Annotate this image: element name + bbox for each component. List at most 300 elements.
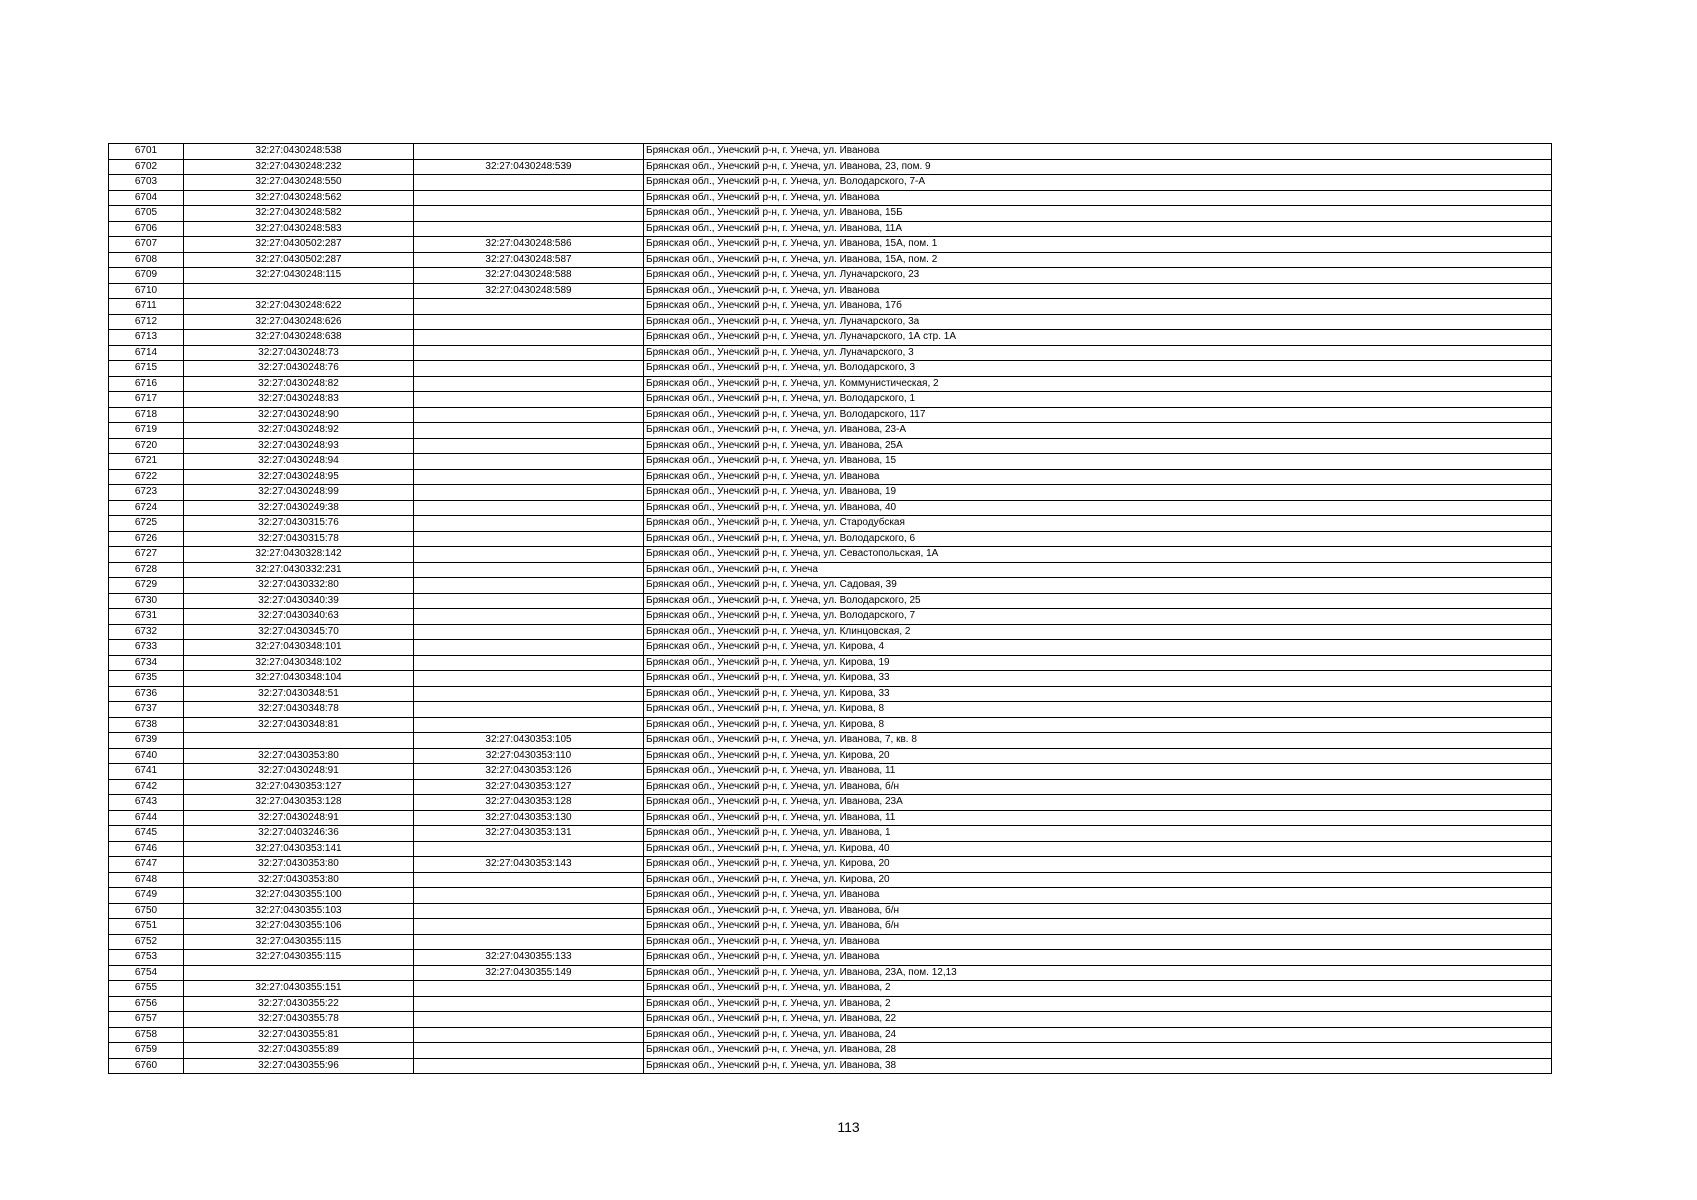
table-row [109, 640, 1552, 656]
table-row [109, 996, 1552, 1012]
address-cell: Брянская обл., Унечский р-н, г. Унеча, ул. Кирова, 19 [644, 655, 1552, 671]
row-number-cell: 6755 [109, 981, 184, 997]
cadastral-number-cell: 32:27:0430353:127 [184, 779, 414, 795]
cadastral-number-cell: 32:27:0430248:538 [184, 144, 414, 160]
address-cell: Брянская обл., Унечский р-н, г. Унеча, ул. Иванова, 1 [644, 826, 1552, 842]
sub-cadastral-number-cell [414, 376, 644, 392]
row-number-cell: 6735 [109, 671, 184, 687]
cadastral-number-cell: 32:27:0430355:103 [184, 903, 414, 919]
address-cell: Брянская обл., Унечский р-н, г. Унеча, ул. Кирова, 20 [644, 748, 1552, 764]
sub-cadastral-number-cell [414, 996, 644, 1012]
cadastral-number-cell: 32:27:0430353:128 [184, 795, 414, 811]
table-row [109, 810, 1552, 826]
cadastral-number-cell: 32:27:0430248:90 [184, 407, 414, 423]
cadastral-number-cell: 32:27:0430248:95 [184, 469, 414, 485]
sub-cadastral-number-cell: 32:27:0430248:586 [414, 237, 644, 253]
sub-cadastral-number-cell: 32:27:0430353:110 [414, 748, 644, 764]
address-cell: Брянская обл., Унечский р-н, г. Унеча, ул. Иванова, 23А [644, 795, 1552, 811]
address-cell: Брянская обл., Унечский р-н, г. Унеча, ул. Иванова, 15 [644, 454, 1552, 470]
table-row [109, 857, 1552, 873]
address-cell: Брянская обл., Унечский р-н, г. Унеча, ул. Клинцовская, 2 [644, 624, 1552, 640]
table-row [109, 392, 1552, 408]
row-number-cell: 6720 [109, 438, 184, 454]
table-row [109, 531, 1552, 547]
cadastral-number-cell: 32:27:0430502:287 [184, 237, 414, 253]
row-number-cell: 6711 [109, 299, 184, 315]
cadastral-number-cell: 32:27:0430248:93 [184, 438, 414, 454]
row-number-cell: 6740 [109, 748, 184, 764]
row-number-cell: 6748 [109, 872, 184, 888]
sub-cadastral-number-cell [414, 919, 644, 935]
sub-cadastral-number-cell [414, 547, 644, 563]
row-number-cell: 6747 [109, 857, 184, 873]
table-row [109, 469, 1552, 485]
address-cell: Брянская обл., Унечский р-н, г. Унеча, ул. Иванова [644, 469, 1552, 485]
cadastral-number-cell: 32:27:0430353:80 [184, 872, 414, 888]
address-cell: Брянская обл., Унечский р-н, г. Унеча, ул. Володарского, 7 [644, 609, 1552, 625]
sub-cadastral-number-cell [414, 1043, 644, 1059]
sub-cadastral-number-cell [414, 841, 644, 857]
sub-cadastral-number-cell [414, 221, 644, 237]
address-cell: Брянская обл., Унечский р-н, г. Унеча, ул. Иванова [644, 144, 1552, 160]
sub-cadastral-number-cell [414, 593, 644, 609]
table-row [109, 237, 1552, 253]
address-cell: Брянская обл., Унечский р-н, г. Унеча, ул. Иванова, 11 [644, 810, 1552, 826]
row-number-cell: 6741 [109, 764, 184, 780]
row-number-cell: 6745 [109, 826, 184, 842]
table-row [109, 314, 1552, 330]
row-number-cell: 6756 [109, 996, 184, 1012]
sub-cadastral-number-cell [414, 1012, 644, 1028]
table-row [109, 252, 1552, 268]
row-number-cell: 6734 [109, 655, 184, 671]
row-number-cell: 6715 [109, 361, 184, 377]
table-row [109, 919, 1552, 935]
cadastral-number-cell: 32:27:0430248:562 [184, 190, 414, 206]
address-cell: Брянская обл., Унечский р-н, г. Унеча, ул. Иванова [644, 888, 1552, 904]
table-row [109, 1012, 1552, 1028]
table-row [109, 903, 1552, 919]
row-number-cell: 6703 [109, 175, 184, 191]
address-cell: Брянская обл., Унечский р-н, г. Унеча, ул. Севастопольская, 1А [644, 547, 1552, 563]
address-cell: Брянская обл., Унечский р-н, г. Унеча, ул. Кирова, 4 [644, 640, 1552, 656]
address-cell: Брянская обл., Унечский р-н, г. Унеча, ул. Иванова, 11 [644, 764, 1552, 780]
row-number-cell: 6712 [109, 314, 184, 330]
sub-cadastral-number-cell [414, 717, 644, 733]
row-number-cell: 6716 [109, 376, 184, 392]
table-row [109, 268, 1552, 284]
cadastral-number-cell: 32:27:0430340:39 [184, 593, 414, 609]
sub-cadastral-number-cell: 32:27:0430248:589 [414, 283, 644, 299]
address-cell: Брянская обл., Унечский р-н, г. Унеча, ул. Кирова, 8 [644, 717, 1552, 733]
address-cell: Брянская обл., Унечский р-н, г. Унеча, ул. Луначарского, 3а [644, 314, 1552, 330]
row-number-cell: 6757 [109, 1012, 184, 1028]
sub-cadastral-number-cell [414, 469, 644, 485]
table-row [109, 578, 1552, 594]
cadastral-number-cell: 32:27:0430340:63 [184, 609, 414, 625]
cadastral-number-cell: 32:27:0430248:622 [184, 299, 414, 315]
row-number-cell: 6750 [109, 903, 184, 919]
address-cell: Брянская обл., Унечский р-н, г. Унеча, ул. Иванова, 28 [644, 1043, 1552, 1059]
cadastral-number-cell: 32:27:0430348:102 [184, 655, 414, 671]
row-number-cell: 6760 [109, 1058, 184, 1074]
sub-cadastral-number-cell [414, 299, 644, 315]
sub-cadastral-number-cell [414, 903, 644, 919]
cadastral-number-cell: 32:27:0430355:100 [184, 888, 414, 904]
sub-cadastral-number-cell [414, 345, 644, 361]
row-number-cell: 6739 [109, 733, 184, 749]
cadastral-number-cell: 32:27:0430348:104 [184, 671, 414, 687]
cadastral-number-cell: 32:27:0430248:638 [184, 330, 414, 346]
table-row [109, 376, 1552, 392]
address-cell: Брянская обл., Унечский р-н, г. Унеча, ул. Кирова, 40 [644, 841, 1552, 857]
sub-cadastral-number-cell: 32:27:0430355:133 [414, 950, 644, 966]
cadastral-number-cell: 32:27:0430348:81 [184, 717, 414, 733]
cadastral-number-cell: 32:27:0430348:101 [184, 640, 414, 656]
address-cell: Брянская обл., Унечский р-н, г. Унеча, ул. Володарского, 117 [644, 407, 1552, 423]
cadastral-number-cell: 32:27:0430248:73 [184, 345, 414, 361]
address-cell: Брянская обл., Унечский р-н, г. Унеча, ул. Иванова [644, 950, 1552, 966]
table-row [109, 1058, 1552, 1074]
table-row [109, 841, 1552, 857]
row-number-cell: 6731 [109, 609, 184, 625]
address-cell: Брянская обл., Унечский р-н, г. Унеча, ул. Иванова, 25А [644, 438, 1552, 454]
cadastral-number-cell: 32:27:0430355:96 [184, 1058, 414, 1074]
cadastral-number-cell: 32:27:0430328:142 [184, 547, 414, 563]
cadastral-number-cell: 32:27:0430315:76 [184, 516, 414, 532]
row-number-cell: 6714 [109, 345, 184, 361]
sub-cadastral-number-cell [414, 392, 644, 408]
sub-cadastral-number-cell: 32:27:0430353:128 [414, 795, 644, 811]
sub-cadastral-number-cell [414, 578, 644, 594]
cadastral-number-cell: 32:27:0430315:78 [184, 531, 414, 547]
row-number-cell: 6753 [109, 950, 184, 966]
cadastral-number-cell [184, 965, 414, 981]
sub-cadastral-number-cell [414, 438, 644, 454]
sub-cadastral-number-cell [414, 640, 644, 656]
cadastral-number-cell: 32:27:0430355:22 [184, 996, 414, 1012]
address-cell: Брянская обл., Унечский р-н, г. Унеча, ул. Володарского, 7-А [644, 175, 1552, 191]
address-cell: Брянская обл., Унечский р-н, г. Унеча, ул. Иванова, 23-А [644, 423, 1552, 439]
table-row [109, 686, 1552, 702]
table-row [109, 361, 1552, 377]
row-number-cell: 6719 [109, 423, 184, 439]
address-cell: Брянская обл., Унечский р-н, г. Унеча, ул. Иванова, 7, кв. 8 [644, 733, 1552, 749]
page-number: 113 [837, 1119, 860, 1135]
table-row [109, 702, 1552, 718]
address-cell: Брянская обл., Унечский р-н, г. Унеча, ул. Иванова, 24 [644, 1027, 1552, 1043]
cadastral-number-cell: 32:27:0430248:626 [184, 314, 414, 330]
table-row [109, 516, 1552, 532]
address-cell: Брянская обл., Унечский р-н, г. Унеча, ул. Садовая, 39 [644, 578, 1552, 594]
table-row [109, 190, 1552, 206]
cadastral-number-cell: 32:27:0430348:51 [184, 686, 414, 702]
sub-cadastral-number-cell [414, 655, 644, 671]
row-number-cell: 6758 [109, 1027, 184, 1043]
sub-cadastral-number-cell: 32:27:0430353:126 [414, 764, 644, 780]
sub-cadastral-number-cell [414, 531, 644, 547]
cadastral-number-cell: 32:27:0430355:89 [184, 1043, 414, 1059]
address-cell: Брянская обл., Унечский р-н, г. Унеча, ул. Кирова, 20 [644, 857, 1552, 873]
cadastral-number-cell: 32:27:0430345:70 [184, 624, 414, 640]
address-cell: Брянская обл., Унечский р-н, г. Унеча, ул. Кирова, 33 [644, 686, 1552, 702]
row-number-cell: 6743 [109, 795, 184, 811]
sub-cadastral-number-cell [414, 206, 644, 222]
row-number-cell: 6732 [109, 624, 184, 640]
table-row [109, 934, 1552, 950]
address-cell: Брянская обл., Унечский р-н, г. Унеча, ул. Луначарского, 3 [644, 345, 1552, 361]
sub-cadastral-number-cell [414, 407, 644, 423]
address-cell: Брянская обл., Унечский р-н, г. Унеча, ул. Луначарского, 1А стр. 1А [644, 330, 1552, 346]
row-number-cell: 6718 [109, 407, 184, 423]
row-number-cell: 6702 [109, 159, 184, 175]
row-number-cell: 6725 [109, 516, 184, 532]
table-row [109, 330, 1552, 346]
address-cell: Брянская обл., Унечский р-н, г. Унеча, ул. Иванова, б/н [644, 903, 1552, 919]
row-number-cell: 6736 [109, 686, 184, 702]
sub-cadastral-number-cell: 32:27:0430353:130 [414, 810, 644, 826]
sub-cadastral-number-cell [414, 314, 644, 330]
table-row [109, 423, 1552, 439]
sub-cadastral-number-cell [414, 485, 644, 501]
row-number-cell: 6701 [109, 144, 184, 160]
sub-cadastral-number-cell [414, 423, 644, 439]
row-number-cell: 6704 [109, 190, 184, 206]
table-row [109, 733, 1552, 749]
address-cell: Брянская обл., Унечский р-н, г. Унеча, ул. Володарского, 6 [644, 531, 1552, 547]
table-row [109, 717, 1552, 733]
table-row [109, 345, 1552, 361]
row-number-cell: 6705 [109, 206, 184, 222]
cadastral-number-cell: 32:27:0430248:232 [184, 159, 414, 175]
row-number-cell: 6724 [109, 500, 184, 516]
cadastral-number-cell: 32:27:0430248:91 [184, 764, 414, 780]
cadastral-number-cell: 32:27:0430355:81 [184, 1027, 414, 1043]
address-cell: Брянская обл., Унечский р-н, г. Унеча, ул. Кирова, 20 [644, 872, 1552, 888]
address-cell: Брянская обл., Унечский р-н, г. Унеча, ул. Иванова, 11А [644, 221, 1552, 237]
row-number-cell: 6742 [109, 779, 184, 795]
table-row [109, 206, 1552, 222]
table-row [109, 888, 1552, 904]
cadastral-number-cell: 32:27:0430248:91 [184, 810, 414, 826]
address-cell: Брянская обл., Унечский р-н, г. Унеча, ул. Иванова, 38 [644, 1058, 1552, 1074]
address-cell: Брянская обл., Унечский р-н, г. Унеча, ул. Иванова, 23А, пом. 12,13 [644, 965, 1552, 981]
sub-cadastral-number-cell [414, 1027, 644, 1043]
table-row [109, 950, 1552, 966]
address-cell: Брянская обл., Унечский р-н, г. Унеча, ул. Иванова, б/н [644, 779, 1552, 795]
row-number-cell: 6707 [109, 237, 184, 253]
sub-cadastral-number-cell [414, 609, 644, 625]
table-row [109, 795, 1552, 811]
sub-cadastral-number-cell [414, 624, 644, 640]
table-row [109, 485, 1552, 501]
address-cell: Брянская обл., Унечский р-н, г. Унеча, ул. Иванова [644, 283, 1552, 299]
row-number-cell: 6727 [109, 547, 184, 563]
cadastral-number-cell: 32:27:0430355:115 [184, 934, 414, 950]
sub-cadastral-number-cell [414, 888, 644, 904]
row-number-cell: 6751 [109, 919, 184, 935]
row-number-cell: 6737 [109, 702, 184, 718]
address-cell: Брянская обл., Унечский р-н, г. Унеча, ул. Иванова [644, 934, 1552, 950]
sub-cadastral-number-cell: 32:27:0430355:149 [414, 965, 644, 981]
cadastral-number-cell: 32:27:0430353:80 [184, 857, 414, 873]
address-cell: Брянская обл., Унечский р-н, г. Унеча, ул. Иванова, 2 [644, 981, 1552, 997]
address-cell: Брянская обл., Унечский р-н, г. Унеча, ул. Володарского, 25 [644, 593, 1552, 609]
sub-cadastral-number-cell [414, 454, 644, 470]
cadastral-number-cell: 32:27:0430332:80 [184, 578, 414, 594]
address-cell: Брянская обл., Унечский р-н, г. Унеча, ул. Иванова, 15А, пом. 1 [644, 237, 1552, 253]
sub-cadastral-number-cell [414, 175, 644, 191]
table-row [109, 1043, 1552, 1059]
row-number-cell: 6726 [109, 531, 184, 547]
sub-cadastral-number-cell: 32:27:0430353:143 [414, 857, 644, 873]
sub-cadastral-number-cell [414, 1058, 644, 1074]
cadastral-number-cell: 32:27:0430248:550 [184, 175, 414, 191]
row-number-cell: 6733 [109, 640, 184, 656]
sub-cadastral-number-cell: 32:27:0430248:588 [414, 268, 644, 284]
cadastral-number-cell [184, 283, 414, 299]
table-row [109, 671, 1552, 687]
sub-cadastral-number-cell [414, 872, 644, 888]
address-cell: Брянская обл., Унечский р-н, г. Унеча, ул. Иванова [644, 190, 1552, 206]
table-row [109, 159, 1552, 175]
row-number-cell: 6723 [109, 485, 184, 501]
cadastral-number-cell: 32:27:0430248:582 [184, 206, 414, 222]
address-cell: Брянская обл., Унечский р-н, г. Унеча, ул. Иванова, б/н [644, 919, 1552, 935]
sub-cadastral-number-cell: 32:27:0430353:131 [414, 826, 644, 842]
address-cell: Брянская обл., Унечский р-н, г. Унеча, ул. Иванова, 15А, пом. 2 [644, 252, 1552, 268]
table-row [109, 779, 1552, 795]
cadastral-number-cell [184, 733, 414, 749]
table-row [109, 1027, 1552, 1043]
table-row [109, 764, 1552, 780]
cadastral-number-cell: 32:27:0430248:82 [184, 376, 414, 392]
table-row [109, 438, 1552, 454]
table-row [109, 454, 1552, 470]
address-cell: Брянская обл., Унечский р-н, г. Унеча, ул. Иванова, 15Б [644, 206, 1552, 222]
row-number-cell: 6717 [109, 392, 184, 408]
sub-cadastral-number-cell [414, 702, 644, 718]
cadastral-number-cell: 32:27:0430248:115 [184, 268, 414, 284]
table-row [109, 407, 1552, 423]
address-cell: Брянская обл., Унечский р-н, г. Унеча, ул. Иванова, 2 [644, 996, 1552, 1012]
cadastral-number-cell: 32:27:0430353:141 [184, 841, 414, 857]
cadastral-number-cell: 32:27:0430248:76 [184, 361, 414, 377]
cadastral-number-cell: 32:27:0430248:94 [184, 454, 414, 470]
address-cell: Брянская обл., Унечский р-н, г. Унеча, ул. Кирова, 33 [644, 671, 1552, 687]
row-number-cell: 6708 [109, 252, 184, 268]
sub-cadastral-number-cell: 32:27:0430248:539 [414, 159, 644, 175]
cadastral-number-cell: 32:27:0430332:231 [184, 562, 414, 578]
cadastral-number-cell: 32:27:0403246:36 [184, 826, 414, 842]
sub-cadastral-number-cell [414, 562, 644, 578]
sub-cadastral-number-cell [414, 500, 644, 516]
row-number-cell: 6706 [109, 221, 184, 237]
table-row [109, 144, 1552, 160]
table-row [109, 562, 1552, 578]
sub-cadastral-number-cell [414, 981, 644, 997]
address-cell: Брянская обл., Унечский р-н, г. Унеча, ул. Коммунистическая, 2 [644, 376, 1552, 392]
table-row [109, 593, 1552, 609]
address-cell: Брянская обл., Унечский р-н, г. Унеча, ул. Стародубская [644, 516, 1552, 532]
sub-cadastral-number-cell [414, 934, 644, 950]
cadastral-number-cell: 32:27:0430248:583 [184, 221, 414, 237]
cadastral-number-cell: 32:27:0430348:78 [184, 702, 414, 718]
table-row [109, 655, 1552, 671]
row-number-cell: 6759 [109, 1043, 184, 1059]
row-number-cell: 6721 [109, 454, 184, 470]
sub-cadastral-number-cell: 32:27:0430353:127 [414, 779, 644, 795]
row-number-cell: 6744 [109, 810, 184, 826]
table-row [109, 609, 1552, 625]
registry-table [108, 143, 1552, 1074]
row-number-cell: 6713 [109, 330, 184, 346]
address-cell: Брянская обл., Унечский р-н, г. Унеча, ул. Иванова, 19 [644, 485, 1552, 501]
cadastral-number-cell: 32:27:0430355:115 [184, 950, 414, 966]
sub-cadastral-number-cell [414, 190, 644, 206]
row-number-cell: 6729 [109, 578, 184, 594]
table-row [109, 965, 1552, 981]
row-number-cell: 6709 [109, 268, 184, 284]
row-number-cell: 6710 [109, 283, 184, 299]
table-row [109, 175, 1552, 191]
address-cell: Брянская обл., Унечский р-н, г. Унеча, ул. Володарского, 3 [644, 361, 1552, 377]
row-number-cell: 6749 [109, 888, 184, 904]
address-cell: Брянская обл., Унечский р-н, г. Унеча, ул. Луначарского, 23 [644, 268, 1552, 284]
row-number-cell: 6730 [109, 593, 184, 609]
cadastral-number-cell: 32:27:0430248:99 [184, 485, 414, 501]
sub-cadastral-number-cell [414, 671, 644, 687]
row-number-cell: 6746 [109, 841, 184, 857]
table-row [109, 748, 1552, 764]
sub-cadastral-number-cell: 32:27:0430248:587 [414, 252, 644, 268]
row-number-cell: 6728 [109, 562, 184, 578]
cadastral-number-cell: 32:27:0430248:92 [184, 423, 414, 439]
sub-cadastral-number-cell [414, 361, 644, 377]
address-cell: Брянская обл., Унечский р-н, г. Унеча, ул. Иванова, 40 [644, 500, 1552, 516]
table-row [109, 547, 1552, 563]
table-row [109, 221, 1552, 237]
sub-cadastral-number-cell: 32:27:0430353:105 [414, 733, 644, 749]
cadastral-number-cell: 32:27:0430355:106 [184, 919, 414, 935]
address-cell: Брянская обл., Унечский р-н, г. Унеча [644, 562, 1552, 578]
address-cell: Брянская обл., Унечский р-н, г. Унеча, ул. Кирова, 8 [644, 702, 1552, 718]
cadastral-number-cell: 32:27:0430248:83 [184, 392, 414, 408]
cadastral-number-cell: 32:27:0430355:151 [184, 981, 414, 997]
sub-cadastral-number-cell [414, 330, 644, 346]
cadastral-number-cell: 32:27:0430353:80 [184, 748, 414, 764]
cadastral-number-cell: 32:27:0430355:78 [184, 1012, 414, 1028]
registry-table-body [109, 144, 1552, 1074]
cadastral-number-cell: 32:27:0430249:38 [184, 500, 414, 516]
row-number-cell: 6752 [109, 934, 184, 950]
table-row [109, 500, 1552, 516]
table-row [109, 624, 1552, 640]
address-cell: Брянская обл., Унечский р-н, г. Унеча, ул. Володарского, 1 [644, 392, 1552, 408]
sub-cadastral-number-cell [414, 686, 644, 702]
sub-cadastral-number-cell [414, 144, 644, 160]
address-cell: Брянская обл., Унечский р-н, г. Унеча, ул. Иванова, 23, пом. 9 [644, 159, 1552, 175]
sub-cadastral-number-cell [414, 516, 644, 532]
table-row [109, 299, 1552, 315]
row-number-cell: 6722 [109, 469, 184, 485]
table-row [109, 283, 1552, 299]
row-number-cell: 6754 [109, 965, 184, 981]
table-row [109, 826, 1552, 842]
row-number-cell: 6738 [109, 717, 184, 733]
address-cell: Брянская обл., Унечский р-н, г. Унеча, ул. Иванова, 22 [644, 1012, 1552, 1028]
table-row [109, 872, 1552, 888]
